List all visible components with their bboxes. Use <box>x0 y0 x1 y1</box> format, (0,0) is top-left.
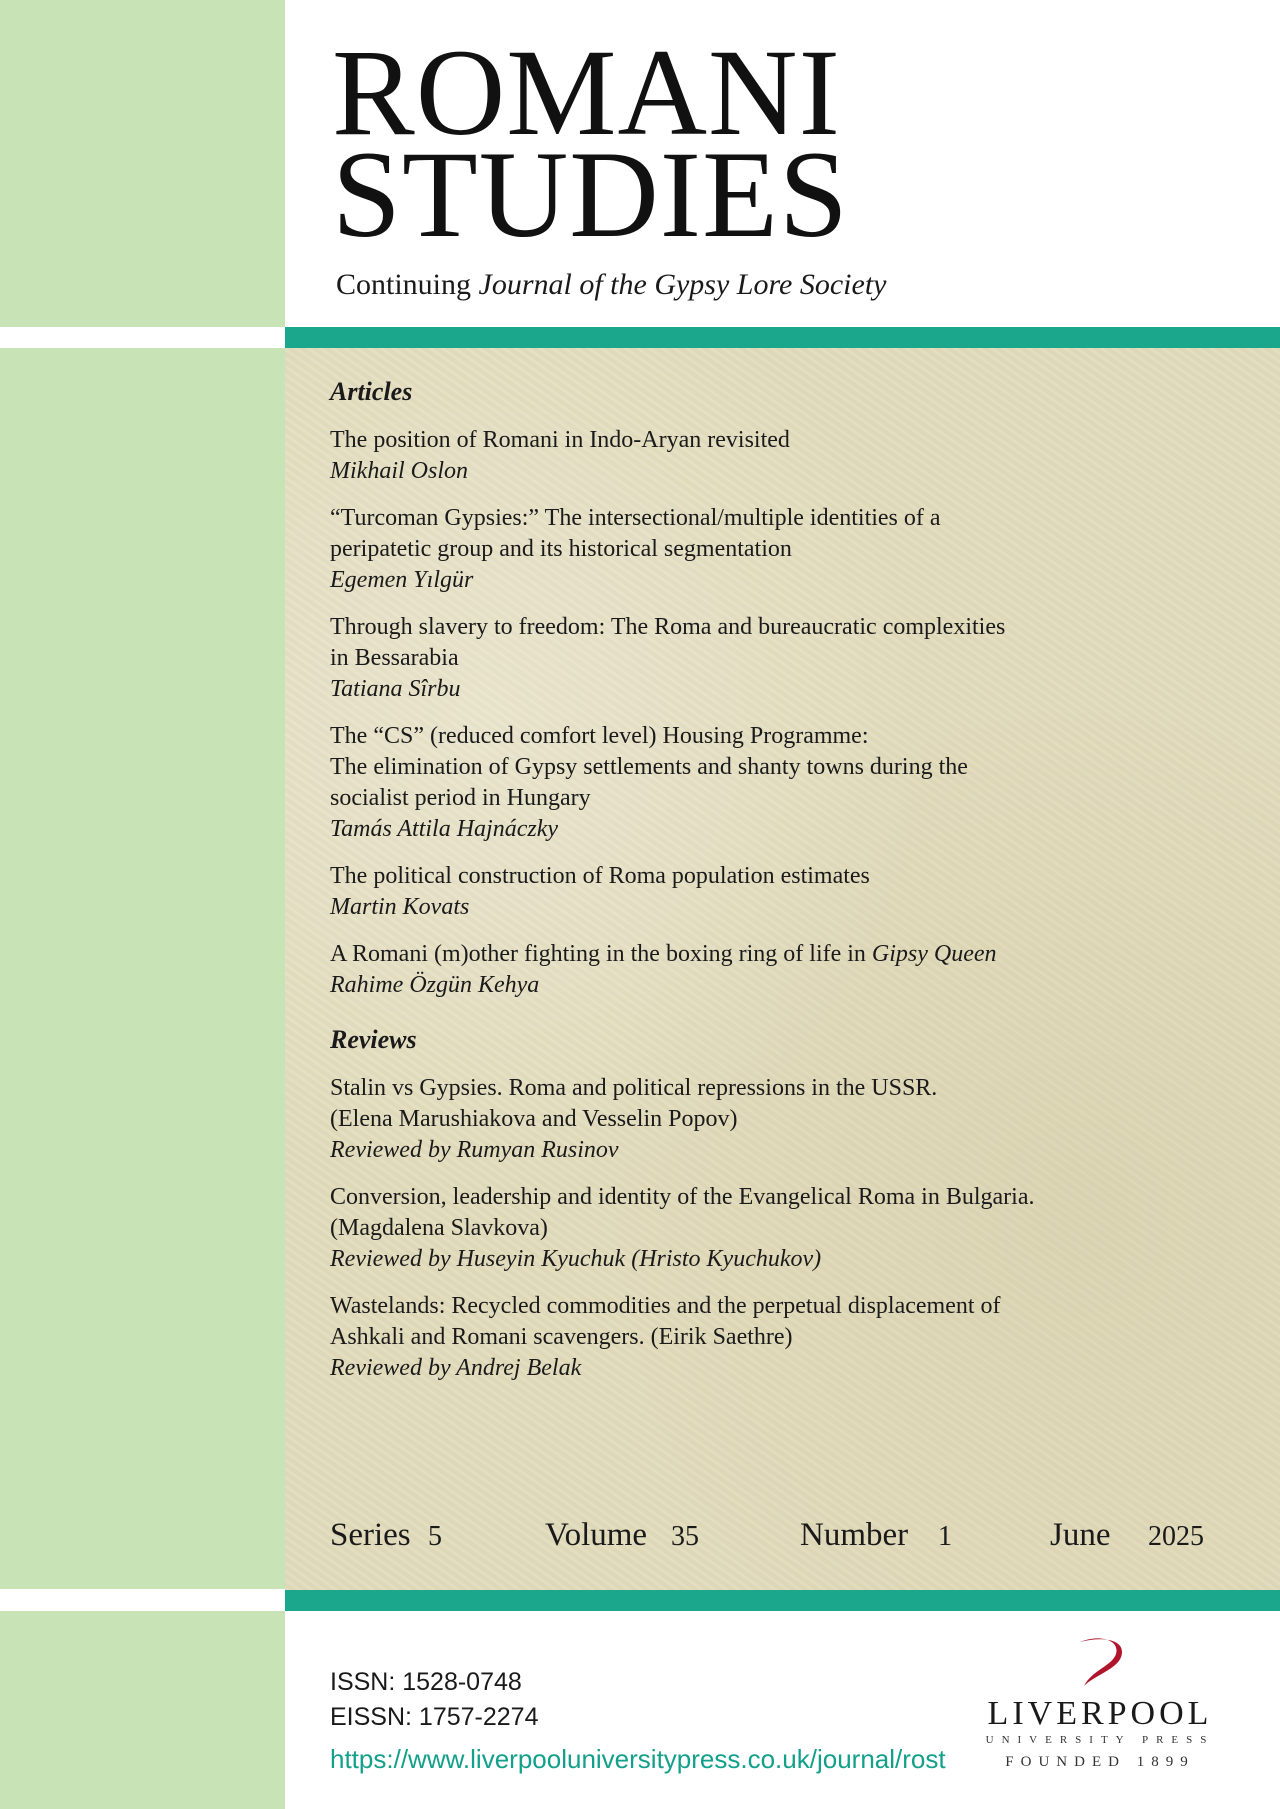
journal-title <box>332 24 1232 263</box>
eissn: EISSN: 1757-2274 <box>330 1703 539 1731</box>
review-title-line: Ashkali and Romani scavengers. (Eirik Saethre) <box>330 1324 793 1350</box>
teal-divider-bottom <box>285 1590 1280 1611</box>
review-entry <box>330 1291 1230 1384</box>
article-title-italic: Gipsy Queen <box>871 941 997 967</box>
journal-url-link[interactable]: https://www.liverpooluniversitypress.co.uk/journal/rost <box>330 1744 946 1774</box>
volume-label: Volume <box>545 1517 648 1553</box>
journal-title-line-2: STUDIES <box>332 126 849 263</box>
review-entry <box>330 1073 1230 1166</box>
number-value: 1 <box>938 1521 952 1552</box>
article-author: Martin Kovats <box>330 894 470 920</box>
publisher-logo <box>980 1636 1220 1772</box>
article-title-line: The “CS” (reduced comfort level) Housing Programme: <box>330 723 869 749</box>
review-reviewer: Reviewed by Rumyan Rusinov <box>330 1137 619 1163</box>
review-entry <box>330 1182 1230 1275</box>
reviews-heading: Reviews <box>330 1025 417 1054</box>
issue-month: June <box>1050 1517 1111 1553</box>
number-label: Number <box>800 1517 909 1553</box>
left-green-band-top <box>0 0 285 327</box>
publisher-name: LIVERPOOL <box>987 1695 1213 1732</box>
series-label: Series <box>330 1517 411 1553</box>
review-reviewer: Reviewed by Andrej Belak <box>330 1355 582 1381</box>
article-title <box>330 939 1230 970</box>
review-title-line: Stalin vs Gypsies. Roma and political repressions in the USSR. <box>330 1075 938 1101</box>
swoosh-logo-icon <box>1070 1636 1130 1694</box>
subtitle-italic: Journal of the Gypsy Lore Society <box>478 268 887 301</box>
review-title-line: Conversion, leadership and identity of the Evangelical Roma in Bulgaria. <box>330 1184 1035 1210</box>
article-title-line: in Bessarabia <box>330 645 459 671</box>
article-author: Tatiana Sîrbu <box>330 676 461 702</box>
review-title-line: (Elena Marushiakova and Vesselin Popov) <box>330 1106 738 1132</box>
table-of-contents <box>330 375 1230 1400</box>
article-title-prefix: A Romani (m)other fighting in the boxing ring of life in <box>330 941 872 967</box>
article-title-line: Through slavery to freedom: The Roma and bureaucratic complexities <box>330 614 1006 640</box>
journal-subtitle <box>336 268 886 302</box>
articles-heading: Articles <box>330 377 413 406</box>
article-author: Mikhail Oslon <box>330 458 468 484</box>
article-entry <box>330 612 1230 705</box>
article-entry <box>330 721 1230 845</box>
article-entry <box>330 425 1230 487</box>
article-title-line: socialist period in Hungary <box>330 785 591 811</box>
article-author: Egemen Yılgür <box>330 567 474 593</box>
article-title: The position of Romani in Indo-Aryan revisited <box>330 427 790 453</box>
review-title-line: (Magdalena Slavkova) <box>330 1215 548 1241</box>
article-title-line: “Turcoman Gypsies:” The intersectional/multiple identities of a <box>330 505 941 531</box>
article-entry <box>330 939 1230 1001</box>
article-author: Rahime Özgün Kehya <box>330 972 540 998</box>
left-green-band-bottom <box>0 1611 285 1809</box>
publisher-founded: FOUNDED 1899 <box>1005 1754 1195 1770</box>
article-entry <box>330 503 1230 596</box>
article-title-line: The elimination of Gypsy settlements and shanty towns during the <box>330 754 968 780</box>
article-title-line: peripatetic group and its historical segmentation <box>330 536 792 562</box>
article-author: Tamás Attila Hajnáczky <box>330 816 559 842</box>
article-entry <box>330 861 1230 923</box>
review-reviewer: Reviewed by Huseyin Kyuchuk (Hristo Kyuchukov) <box>330 1246 822 1272</box>
left-green-band-middle <box>0 348 285 1589</box>
journal-title-line-1: ROMANI <box>332 24 841 161</box>
teal-divider-top <box>285 327 1280 348</box>
article-title: The political construction of Roma population estimates <box>330 863 870 889</box>
issn: ISSN: 1528-0748 <box>330 1668 522 1696</box>
volume-value: 35 <box>671 1521 699 1552</box>
issue-info <box>330 1517 1210 1557</box>
subtitle-plain: Continuing <box>336 268 479 301</box>
issue-year: 2025 <box>1148 1521 1204 1552</box>
series-value: 5 <box>428 1521 442 1552</box>
publisher-subtitle: UNIVERSITY PRESS <box>985 1734 1215 1746</box>
review-title-line: Wastelands: Recycled commodities and the perpetual displacement of <box>330 1293 1001 1319</box>
